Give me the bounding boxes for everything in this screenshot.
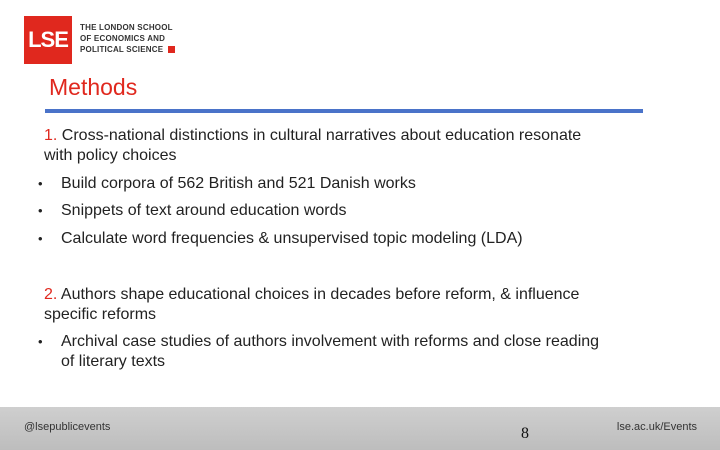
bullet-text: Build corpora of 562 British and 521 Danish works (61, 175, 416, 192)
footer-handle: @lsepublicevents (24, 421, 111, 433)
slide-footer (0, 407, 720, 450)
logo-line-3-row (80, 44, 175, 55)
section-2-bullet-1 (38, 332, 603, 372)
section-1-bullet-1 (38, 174, 618, 194)
bullet-text: Calculate word frequencies & unsupervised topic modeling (LDA) (61, 230, 523, 247)
bullet-text: Snippets of text around education words (61, 202, 347, 219)
footer-site: lse.ac.uk/Events (616, 421, 697, 433)
section-1-bullet-3 (38, 229, 618, 249)
slide-title: Methods (49, 74, 138, 100)
logo-line-3: POLITICAL SCIENCE (80, 45, 164, 54)
page-number: 8 (521, 425, 529, 442)
section-1-bullet-2 (38, 201, 618, 221)
lse-logo-wordmark (80, 22, 175, 55)
section-2-text: Authors shape educational choices in decades before reform, & influence specific reforms (44, 286, 580, 323)
logo-line-1: THE LONDON SCHOOL (80, 23, 173, 32)
logo-line-2: OF ECONOMICS AND (80, 34, 166, 43)
bullet-icon: • (38, 203, 43, 218)
section-2-number: 2. (44, 286, 58, 303)
lse-logo (24, 16, 175, 64)
bullet-icon: • (38, 334, 43, 349)
lse-logo-mark: LSE (24, 16, 72, 64)
section-1-number: 1. (44, 127, 58, 144)
bullet-icon: • (38, 176, 43, 191)
logo-square-icon (168, 46, 175, 53)
section-2-heading (44, 285, 604, 325)
section-1-text: Cross-national distinctions in cultural narratives about education resonate with policy choices (44, 127, 582, 164)
bullet-text: Archival case studies of authors involvement with reforms and close reading of literary texts (61, 333, 600, 370)
bullet-icon: • (38, 231, 43, 246)
section-1-heading (44, 126, 604, 166)
title-divider (45, 109, 643, 113)
